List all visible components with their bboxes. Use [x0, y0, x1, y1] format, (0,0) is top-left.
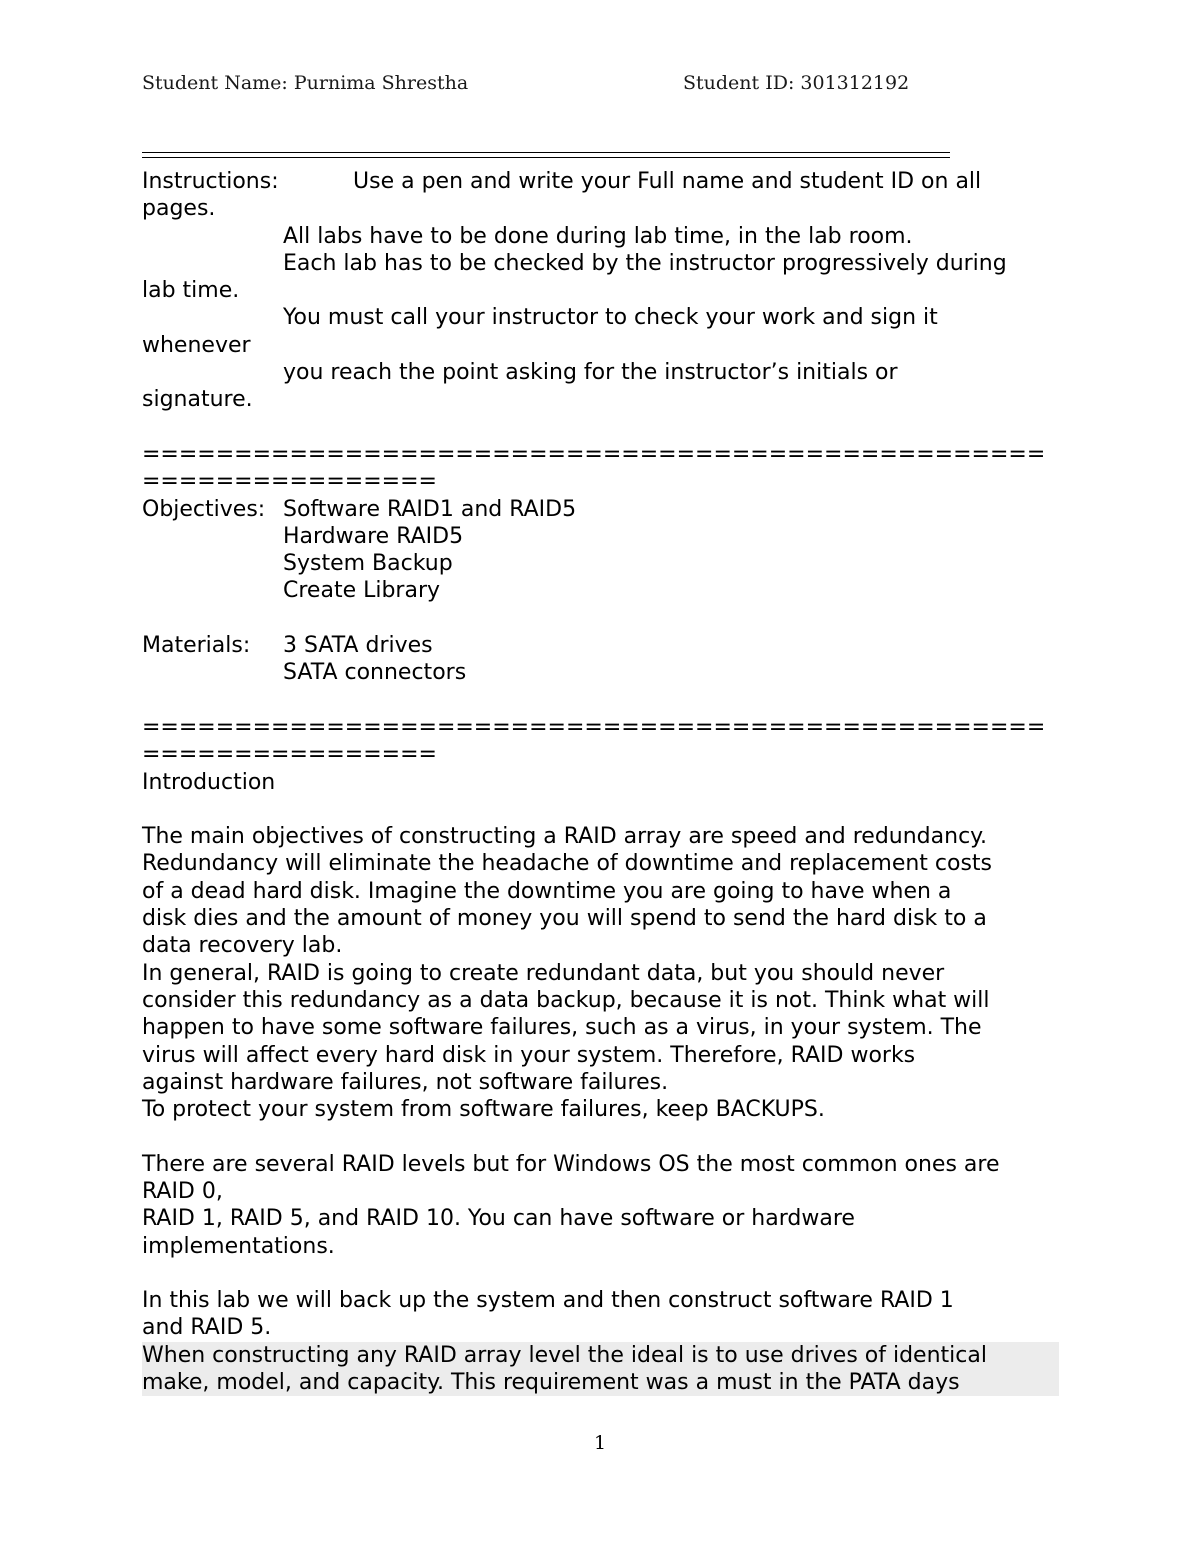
- instructions-line-5: you reach the point asking for the instructor’s initials or: [283, 360, 898, 386]
- intro-p2-line: RAID 1, RAID 5, and RAID 10. You can have software or hardware: [142, 1206, 855, 1232]
- separator-line-b: ================: [142, 469, 437, 495]
- introduction-heading: Introduction: [142, 769, 276, 795]
- header-rule-top: [142, 152, 950, 153]
- intro-p4-highlighted-line: make, model, and capacity. This requirement was a must in the PATA days: [142, 1369, 1059, 1396]
- intro-p1-line: against hardware failures, not software failures.: [142, 1069, 669, 1095]
- intro-p3-line: In this lab we will back up the system and then construct software RAID 1: [142, 1288, 954, 1314]
- intro-p3-line: and RAID 5.: [142, 1315, 272, 1341]
- materials-label: Materials:: [142, 633, 251, 659]
- header-rule-bottom: [142, 157, 950, 158]
- intro-p1-line: data recovery lab.: [142, 933, 343, 959]
- student-name: Student Name: Purnima Shrestha: [142, 72, 469, 94]
- separator-line-a: =================================================: [142, 714, 1046, 740]
- student-id: Student ID: 301312192: [683, 72, 910, 94]
- materials-row: [142, 632, 1062, 659]
- instructions-label: Instructions:: [142, 169, 279, 194]
- intro-p1-line: disk dies and the amount of money you will spend to send the hard disk to a: [142, 906, 987, 932]
- intro-p1-line: of a dead hard disk. Imagine the downtime you are going to have when a: [142, 878, 952, 904]
- page-number: 1: [593, 1432, 607, 1454]
- separator-line-a: =================================================: [142, 441, 1046, 467]
- instructions-row: [142, 168, 1062, 195]
- intro-p2-line: There are several RAID levels but for Windows OS the most common ones are: [142, 1151, 1000, 1177]
- instructions-line-5-wrap: signature.: [142, 387, 253, 413]
- objectives-label: Objectives:: [142, 496, 266, 522]
- instructions-line-4-wrap: whenever: [142, 332, 251, 358]
- instructions-line-1: Use a pen and write your Full name and student ID on all: [353, 169, 982, 194]
- objective-item: Software RAID1 and RAID5: [283, 496, 577, 522]
- instructions-line-3-wrap: lab time.: [142, 278, 240, 304]
- intro-p1-line: virus will affect every hard disk in your system. Therefore, RAID works: [142, 1042, 916, 1068]
- intro-p4-highlighted-line: When constructing any RAID array level the ideal is to use drives of identical: [142, 1342, 1059, 1369]
- intro-p1-line: To protect your system from software failures, keep BACKUPS.: [142, 1097, 825, 1123]
- intro-p2-line: RAID 0,: [142, 1178, 223, 1204]
- intro-p1-line: Redundancy will eliminate the headache of downtime and replacement costs: [142, 851, 993, 877]
- material-item: 3 SATA drives: [283, 633, 433, 659]
- material-item: SATA connectors: [283, 660, 467, 686]
- instructions-line-4: You must call your instructor to check your work and sign it: [283, 305, 938, 331]
- instructions-line-3: Each lab has to be checked by the instructor progressively during: [283, 250, 1007, 276]
- instructions-line-2: All labs have to be done during lab time, in the lab room.: [283, 223, 913, 249]
- document-body: [142, 168, 1062, 1396]
- intro-p1-line: The main objectives of constructing a RAID array are speed and redundancy.: [142, 824, 988, 850]
- intro-p2-line: implementations.: [142, 1233, 335, 1259]
- intro-p1-line: consider this redundancy as a data backup, because it is not. Think what will: [142, 987, 990, 1013]
- objectives-row: [142, 496, 1062, 523]
- instructions-line-1-wrap: pages.: [142, 196, 216, 222]
- separator-line-b: ================: [142, 742, 437, 768]
- objective-item: Hardware RAID5: [283, 523, 464, 549]
- objective-item: Create Library: [283, 578, 441, 604]
- intro-p1-line: happen to have some software failures, such as a virus, in your system. The: [142, 1015, 982, 1041]
- objective-item: System Backup: [283, 551, 453, 577]
- intro-p1-line: In general, RAID is going to create redundant data, but you should never: [142, 960, 945, 986]
